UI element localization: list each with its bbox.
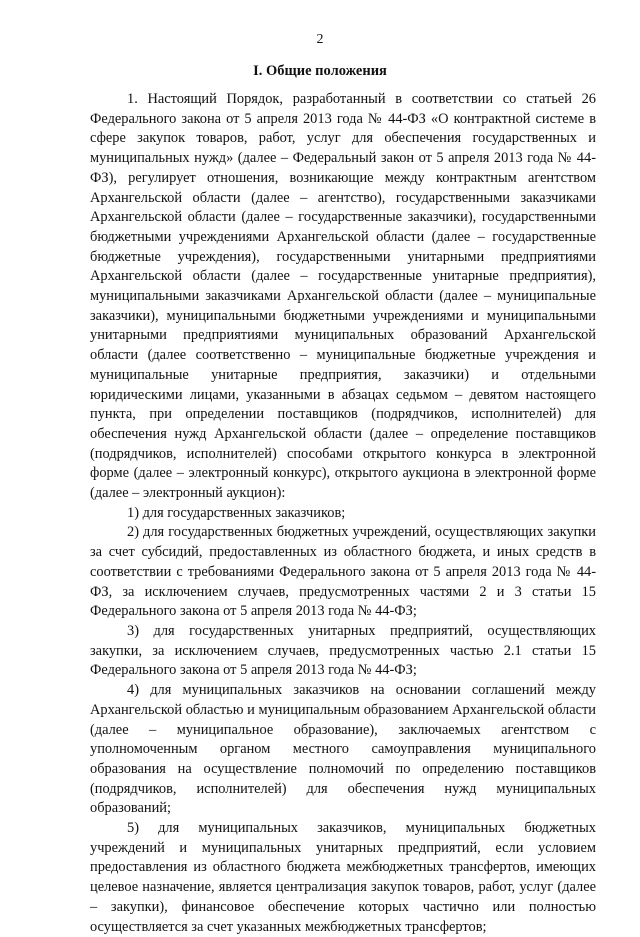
list-item-4: 4) для муниципальных заказчиков на основании соглашений между Архангельской областью и муниципальным образованием Архангельской области (далее – муниципальное образование), заключаемых агентством с уполномоченным органом местного самоуправления муниципального образования на осуществление полномочий по определению поставщиков (подрядчиков, исполнителей) для обеспечения нужд муниципальных образований; bbox=[90, 682, 596, 817]
section-title: I. Общие положения bbox=[253, 63, 387, 79]
document-body bbox=[90, 90, 596, 937]
list-item-5: 5) для муниципальных заказчиков, муниципальных бюджетных учреждений и муниципальных унитарных предприятий, если условием предоставления из областного бюджета межбюджетных трансфертов, имеющих целевое назначение, является централизация закупок товаров, работ, услуг (далее – закупки), финансовое обеспечение которых частично или полностью осуществляется за счет указанных межбюджетных трансфертов; bbox=[90, 820, 596, 935]
list-item-1: 1) для государственных заказчиков; bbox=[127, 504, 346, 521]
paragraph-1: 1. Настоящий Порядок, разработанный в соответствии со статьей 26 Федерального закона от 5 апреля 2013 года № 44-ФЗ «О контрактной системе в сфере закупок товаров, работ, услуг для обеспечения государственных и муниципальных нужд» (далее – Федеральный закон от 5 апреля 2013 года № 44-ФЗ), регулирует отношения, возникающие между контрактным агентством Архангельской области (далее – агентство), государственными заказчиками Архангельской области (далее – государственные заказчики), государственными бюджетными учреждениями Архангельской области (далее – государственные бюджетные учреждения), государственными унитарными предприятиями Архангельской области (далее – государственные унитарные предприятия), муниципальными заказчиками Архангельской области (далее – муниципальные заказчики), муниципальными бюджетными учреждениями и муниципальными унитарными предприятиями муниципальных образований Архангельской области (далее соответственно – муниципальные бюджетные учреждения и муниципальные унитарные предприятия, заказчики) и отдельными юридическими лицами, указанными в абзацах седьмом – девятом настоящего пункта, при определении поставщиков (подрядчиков, исполнителей) для обеспечения нужд Архангельской области (далее – определение поставщиков (подрядчиков, исполнителей) способами открытого конкурса в электронной форме (далее – электронный конкурс), открытого аукциона в электронной форме (далее – электронный аукцион): bbox=[90, 91, 596, 502]
list-item-2: 2) для государственных бюджетных учреждений, осуществляющих закупки за счет субсидий, предоставленных из областного бюджета, и иных средств в соответствии с требованиями Федерального закона от 5 апреля 2013 года № 44-ФЗ, за исключением случаев, предусмотренных частями 2 и 3 статьи 15 Федерального закона от 5 апреля 2013 года № 44-ФЗ; bbox=[90, 524, 596, 620]
list-item-3: 3) для государственных унитарных предприятий, осуществляющих закупки, за исключением случаев, предусмотренных частью 2.1 статьи 15 Федерального закона от 5 апреля 2013 года № 44-ФЗ; bbox=[90, 622, 596, 679]
page-number: 2 bbox=[316, 32, 324, 47]
